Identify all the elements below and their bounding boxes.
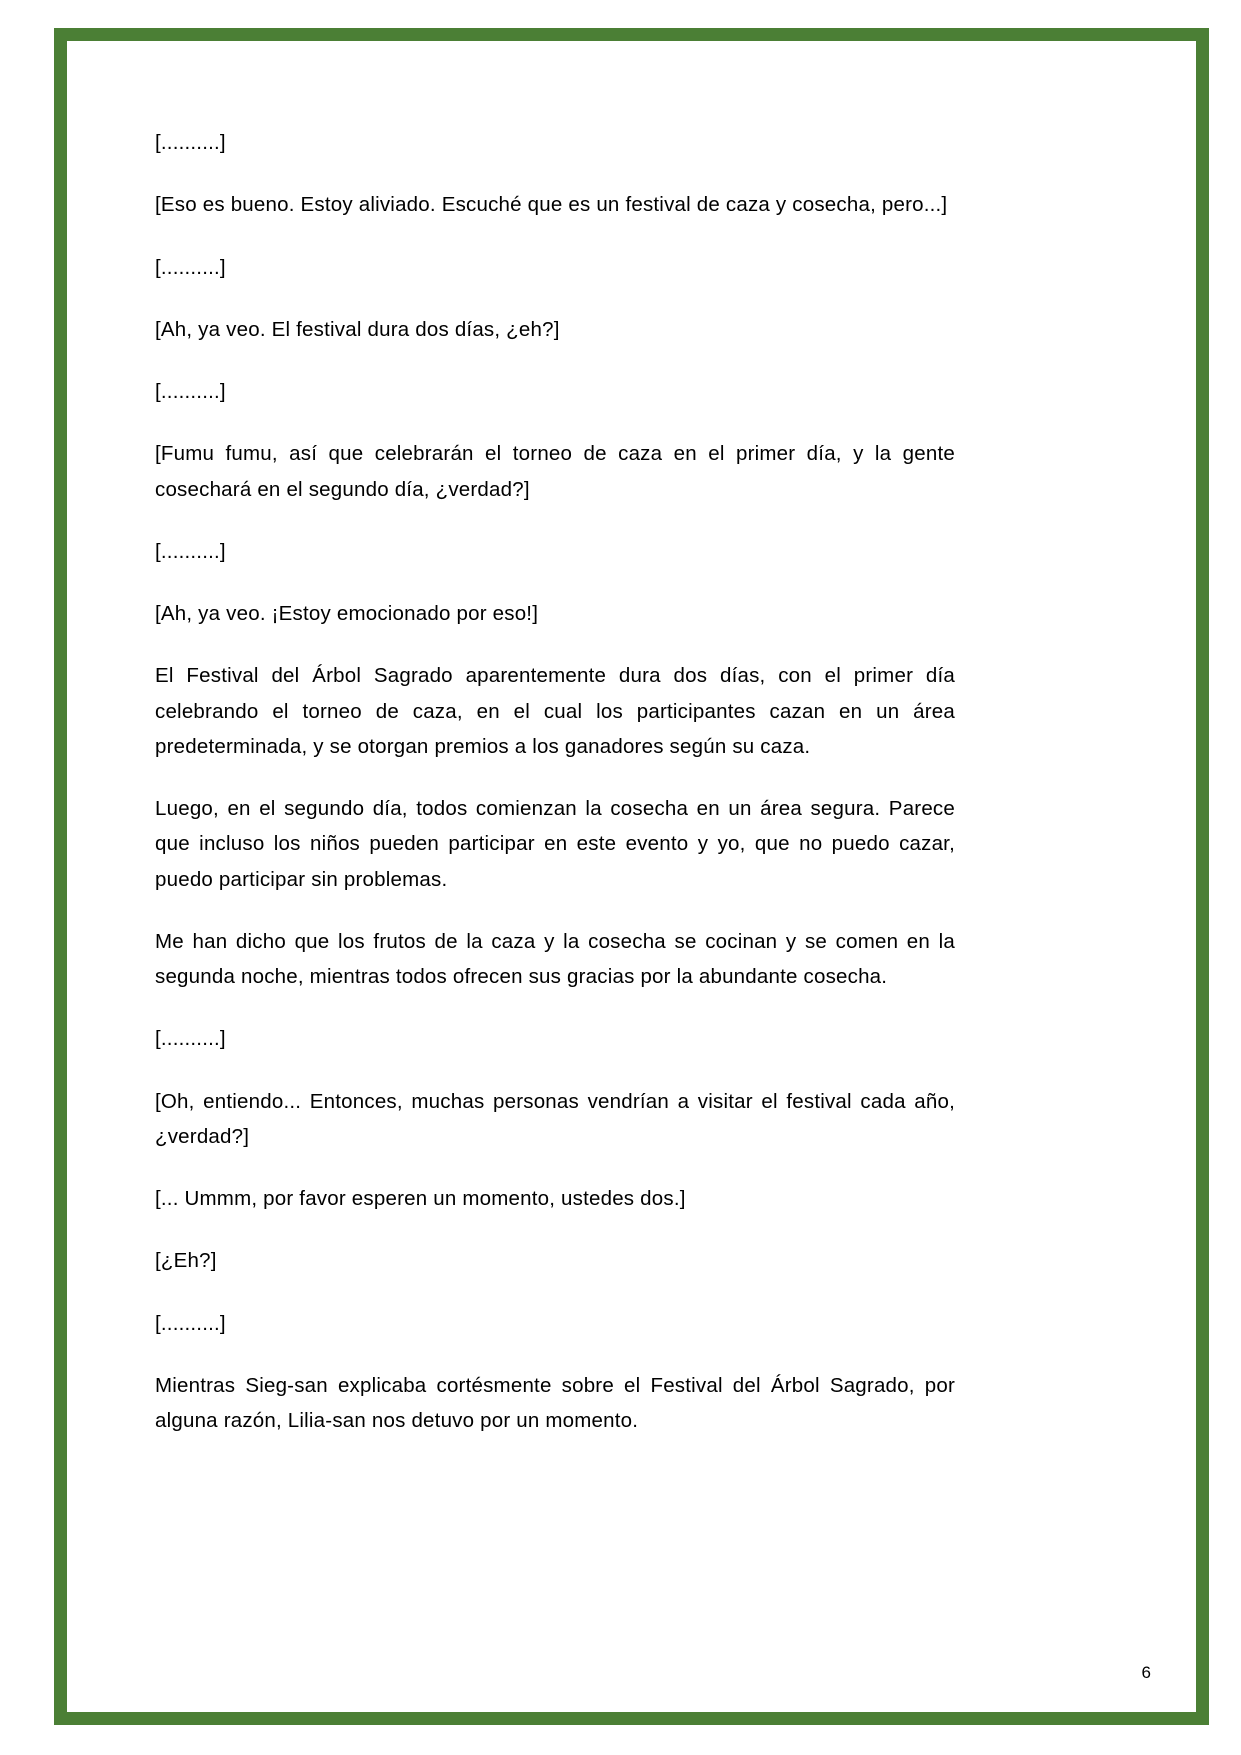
paragraph: [..........] [155, 539, 226, 563]
paragraph: [Ah, ya veo. ¡Estoy emocionado por eso!] [155, 602, 539, 625]
paragraph: [Eso es bueno. Estoy aliviado. Escuché que es un festival de caza y cosecha, pero...] [155, 193, 948, 217]
paragraph: [Oh, entiendo... Entonces, muchas personas vendrían a visitar el festival cada año, ¿verdad?] [155, 1089, 955, 1148]
page-number: 6 [1141, 1663, 1151, 1682]
document-body [155, 125, 955, 1675]
paragraph: [..........] [155, 1027, 226, 1051]
paragraph: [¿Eh?] [155, 1249, 217, 1273]
paragraph: [..........] [155, 380, 226, 403]
paragraph: [..........] [155, 131, 226, 154]
paragraph: [..........] [155, 1311, 226, 1335]
paragraph: [Fumu fumu, así que celebrarán el torneo de caza en el primer día, y la gente cosechará en el segundo día, ¿verdad?] [155, 442, 955, 501]
paragraph: El Festival del Árbol Sagrado aparentemente dura dos días, con el primer día celebrando el torneo de caza, en el cual los participantes cazan en un área predeterminada, y se otorgan premios a los ganadores según su caza. [155, 664, 955, 758]
paragraph: Me han dicho que los frutos de la caza y la cosecha se cocinan y se comen en la segunda noche, mientras todos ofrecen sus gracias por la abundante cosecha. [155, 929, 955, 988]
paragraph: Mientras Sieg-san explicaba cortésmente sobre el Festival del Árbol Sagrado, por alguna razón, Lilia-san nos detuvo por un momento. [155, 1373, 955, 1432]
paragraph: [..........] [155, 255, 226, 279]
paragraph: [Ah, ya veo. El festival dura dos días, ¿eh?] [155, 317, 560, 341]
paragraph: [... Ummm, por favor esperen un momento, ustedes dos.] [155, 1187, 686, 1210]
paragraph: Luego, en el segundo día, todos comienzan la cosecha en un área segura. Parece que incluso los niños pueden participar en este evento y yo, que no puedo cazar, puedo participar sin problemas. [155, 797, 955, 891]
